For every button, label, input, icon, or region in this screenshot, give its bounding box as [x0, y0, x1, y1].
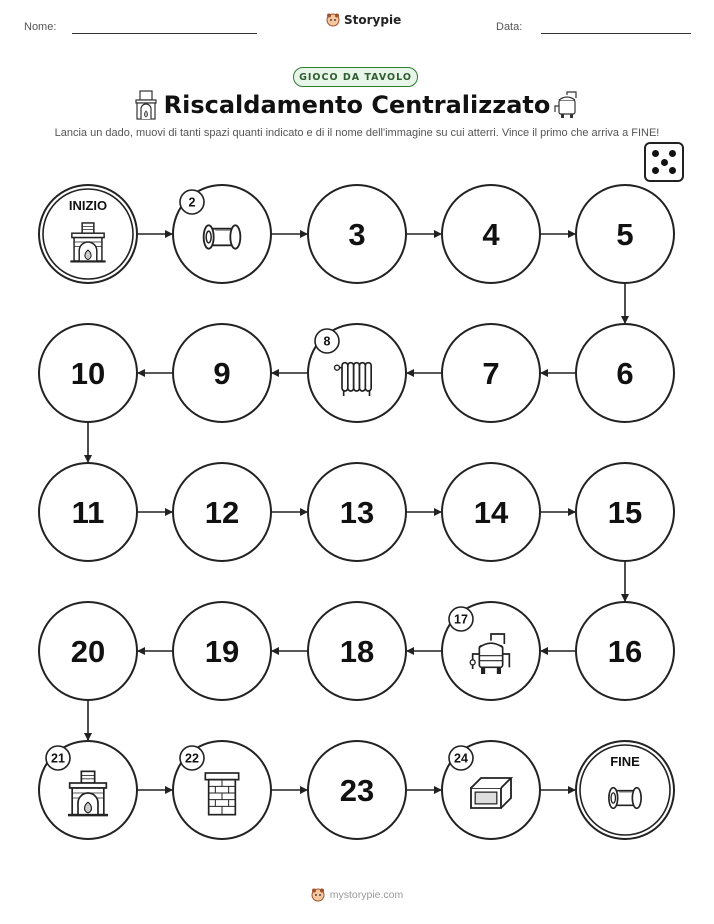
space-number: 5	[616, 217, 634, 252]
space-number: 12	[204, 495, 240, 530]
space-number: 6	[616, 356, 634, 391]
space-number: 8	[323, 334, 331, 349]
board-space[interactable]	[308, 602, 406, 700]
chimney-icon	[205, 773, 238, 815]
space-number: 22	[185, 751, 199, 766]
board-space[interactable]	[442, 324, 540, 422]
board-space[interactable]	[39, 185, 137, 283]
page-title: Riscaldamento Centralizzato	[163, 91, 551, 119]
board-space[interactable]	[308, 463, 406, 561]
finish-label: FINE	[610, 754, 640, 769]
board-space[interactable]	[576, 741, 674, 839]
board-space[interactable]	[173, 463, 271, 561]
space-number: 7	[482, 356, 500, 391]
footer-url: mystorypie.com	[329, 889, 404, 901]
board-space[interactable]	[173, 741, 271, 839]
name-label: Nome:	[24, 21, 57, 33]
space-number: 16	[607, 634, 643, 669]
board-space[interactable]	[576, 463, 674, 561]
category-badge: GIOCO DA TAVOLO	[293, 67, 418, 87]
space-number: 14	[473, 495, 509, 530]
space-number: 17	[454, 612, 468, 627]
space-number: 20	[70, 634, 106, 669]
board-space[interactable]	[173, 602, 271, 700]
space-number: 9	[213, 356, 231, 391]
board-space[interactable]	[173, 324, 271, 422]
date-label: Data:	[496, 21, 523, 33]
board-space[interactable]	[576, 185, 674, 283]
space-number: 4	[482, 217, 500, 252]
space-number: 18	[339, 634, 375, 669]
board-space[interactable]	[39, 324, 137, 422]
board-space[interactable]	[308, 185, 406, 283]
board-space[interactable]	[442, 463, 540, 561]
board-space[interactable]	[39, 602, 137, 700]
board-space[interactable]	[442, 602, 540, 700]
instructions: Lancia un dado, muovi di tanti spazi quanti indicato e di il nome dell'immagine su cui atterri. Vince il primo che arriva a FINE!	[54, 127, 660, 139]
space-number: 21	[51, 751, 65, 766]
board-space[interactable]	[39, 463, 137, 561]
board-space[interactable]	[308, 324, 406, 422]
board-space[interactable]	[39, 741, 137, 839]
footer	[0, 888, 714, 902]
space-number: 24	[454, 751, 468, 766]
space-number: 2	[188, 195, 196, 210]
board-space[interactable]	[442, 741, 540, 839]
pipe-icon	[204, 225, 241, 248]
space-number: 19	[204, 634, 240, 669]
space-number: 3	[348, 217, 366, 252]
space-number: 10	[70, 356, 106, 391]
space-number: 15	[607, 495, 643, 530]
pipe-icon	[609, 788, 641, 809]
space-number: 11	[71, 495, 105, 530]
start-label: INIZIO	[68, 198, 108, 213]
space-number: 23	[339, 773, 375, 808]
brand-name: Storypie	[344, 13, 402, 27]
space-number: 13	[339, 495, 375, 530]
board-space[interactable]	[173, 185, 271, 283]
board-space[interactable]	[576, 324, 674, 422]
board-space[interactable]	[576, 602, 674, 700]
board-space[interactable]	[308, 741, 406, 839]
board-space[interactable]	[442, 185, 540, 283]
storypie-mascot-icon	[311, 888, 325, 902]
